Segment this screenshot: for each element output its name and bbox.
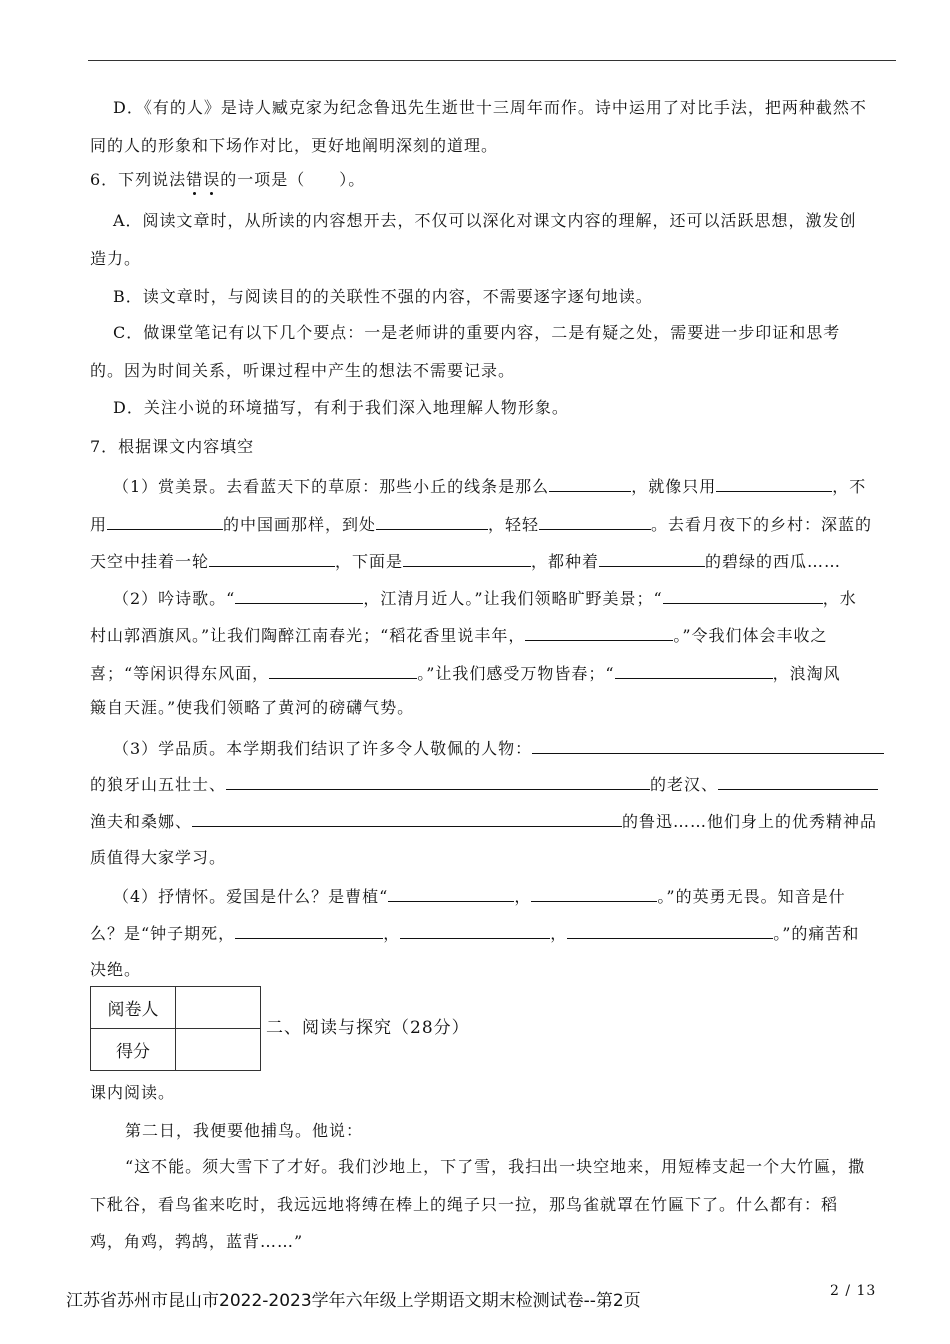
fill-blank[interactable] (269, 661, 417, 679)
text-run: ，就像只用 (631, 477, 717, 496)
text-run: 。”令我们体会丰收之 (673, 626, 828, 645)
q7-p4-line3: 决绝。 (90, 960, 142, 979)
score-label: 得分 (91, 1029, 176, 1071)
fill-blank[interactable] (532, 736, 884, 754)
text-run: ，水 (822, 589, 857, 608)
score-table (90, 986, 261, 1071)
q5-option-d-line2: 同的人的形象和下场作对比，更好地阐明深刻的道理。 (90, 136, 499, 155)
text-run: ，轻轻 (488, 515, 540, 534)
q7-p3-line4: 质值得大家学习。 (90, 848, 227, 867)
section2-subtitle: 课内阅读。 (90, 1083, 176, 1102)
text-run: ，江清月近人。”让我们领略旷野美景；“ (363, 589, 663, 608)
fill-blank[interactable] (388, 884, 514, 902)
q7-p2-line4: 簸自天涯。”使我们领略了黄河的磅礴气势。 (90, 698, 415, 717)
reviewer-cell[interactable] (176, 987, 261, 1029)
fill-blank[interactable] (192, 809, 622, 827)
text-run: 的中国画那样，到处 (223, 515, 377, 534)
text-run: 的鲁迅……他们身上的优秀精神品 (622, 812, 878, 831)
q6-option-a-line1: A．阅读文章时，从所读的内容想开去，不仅可以深化对课文内容的理解，还可以活跃思想，激发创 (113, 211, 857, 230)
q6-option-b: B．读文章时，与阅读目的的关联性不强的内容，不需要逐字逐句地读。 (113, 287, 653, 306)
fill-blank[interactable] (615, 661, 773, 679)
passage-paragraph-2-line1: “这不能。须大雪下了才好。我们沙地上，下了雪，我扫出一块空地来，用短棒支起一个大竹匾，撒 (125, 1157, 866, 1176)
text-run: 用 (90, 515, 108, 534)
fill-blank[interactable] (376, 512, 488, 530)
q7-p3-line1 (113, 736, 884, 759)
section2-title: 二、阅读与探究（28分） (266, 1018, 470, 1038)
text-run: ， (383, 924, 401, 943)
q6-option-c-line2: 的。因为时间关系，听课过程中产生的想法不需要记录。 (90, 361, 516, 380)
text-run: 。”让我们感受万物皆春；“ (417, 664, 615, 683)
text-run: ， (550, 924, 568, 943)
fill-blank[interactable] (716, 474, 832, 492)
reviewer-label: 阅卷人 (91, 987, 176, 1029)
text-run: 的老汉、 (650, 775, 719, 794)
text-run: 。”的英勇无畏。知音是什 (657, 887, 846, 906)
q6-stem (90, 170, 365, 190)
text-run: ， (514, 887, 532, 906)
text-run: （1）赏美景。去看蓝天下的草原：那些小丘的线条是那么 (113, 477, 550, 496)
q7-p2-line3 (90, 661, 841, 684)
passage-paragraph-2-line3: 鸡，角鸡，鹁鸪，蓝背……” (90, 1232, 304, 1251)
text-run: （2）吟诗歌。“ (113, 589, 236, 608)
q6-option-d: D．关注小说的环境描写，有利于我们深入地理解人物形象。 (113, 398, 569, 417)
passage-paragraph-1: 第二日，我便要他捕鸟。他说： (125, 1121, 364, 1140)
fill-blank[interactable] (663, 586, 823, 604)
fill-blank[interactable] (403, 549, 531, 567)
q6-option-a-line2: 造力。 (90, 249, 142, 268)
q6-stem-post: 的一项是（ ）。 (220, 170, 366, 189)
footer-title: 江苏省苏州市昆山市2022-2023学年六年级上学期语文期末检测试卷--第2页 (66, 1291, 641, 1311)
text-run: 喜；“等闲识得东风面， (90, 664, 270, 683)
fill-blank[interactable] (599, 549, 705, 567)
text-run: 的碧绿的西瓜…… (705, 552, 842, 571)
fill-blank[interactable] (549, 474, 631, 492)
q7-p3-line3 (90, 809, 877, 832)
text-run: （3）学品质。本学期我们结识了许多令人敬佩的人物： (113, 739, 533, 758)
q7-p1-line1 (113, 474, 866, 497)
text-run: 渔夫和桑娜、 (90, 812, 193, 831)
q7-p4-line1 (113, 884, 846, 907)
text-run: ，下面是 (335, 552, 404, 571)
text-run: ，都种着 (531, 552, 600, 571)
fill-blank[interactable] (567, 921, 773, 939)
q7-stem: 7．根据课文内容填空 (90, 437, 255, 456)
header-rule (88, 60, 896, 61)
fill-blank[interactable] (400, 921, 550, 939)
text-run: 么？是“钟子期死， (90, 924, 236, 943)
text-run: （4）抒情怀。爱国是什么？是曹植“ (113, 887, 389, 906)
fill-blank[interactable] (525, 623, 673, 641)
text-run: 。”的痛苦和 (773, 924, 860, 943)
fill-blank[interactable] (235, 921, 383, 939)
q5-option-d-line1: D．《有的人》是诗人臧克家为纪念鲁迅先生逝世十三周年而作。诗中运用了对比手法，把两种截然不 (113, 98, 867, 117)
text-run: ，浪淘风 (772, 664, 841, 683)
q7-p2-line2 (90, 623, 828, 646)
fill-blank[interactable] (107, 512, 223, 530)
q7-p2-line1 (113, 586, 857, 609)
text-run: ，不 (832, 477, 867, 496)
score-cell[interactable] (176, 1029, 261, 1071)
q7-p3-line2 (90, 772, 878, 795)
text-run: 的狼牙山五壮士、 (90, 775, 227, 794)
fill-blank[interactable] (235, 586, 363, 604)
q7-p4-line2 (90, 921, 859, 944)
q7-p1-line2 (90, 512, 872, 535)
fill-blank[interactable] (531, 884, 657, 902)
page-number: 2 / 13 (830, 1283, 877, 1299)
q6-emphasis-char-1: 错 (186, 170, 204, 189)
q6-stem-pre: 6．下列说法 (90, 170, 187, 189)
fill-blank[interactable] (539, 512, 651, 530)
q6-option-c-line1: C．做课堂笔记有以下几个要点：一是老师讲的重要内容，二是有疑之处，需要进一步印证和思考 (113, 323, 841, 342)
q7-p1-line3 (90, 549, 841, 572)
passage-paragraph-2-line2: 下秕谷，看鸟雀来吃时，我远远地将缚在棒上的绳子只一拉，那鸟雀就罩在竹匾下了。什么都有：稻 (90, 1195, 839, 1214)
fill-blank[interactable] (718, 772, 878, 790)
fill-blank[interactable] (209, 549, 335, 567)
text-run: 。去看月夜下的乡村：深蓝的 (651, 515, 873, 534)
text-run: 村山郭酒旗风。”让我们陶醉江南春光；“稻花香里说丰年， (90, 626, 526, 645)
fill-blank[interactable] (226, 772, 650, 790)
q6-emphasis-char-2: 误 (203, 170, 221, 189)
text-run: 天空中挂着一轮 (90, 552, 210, 571)
